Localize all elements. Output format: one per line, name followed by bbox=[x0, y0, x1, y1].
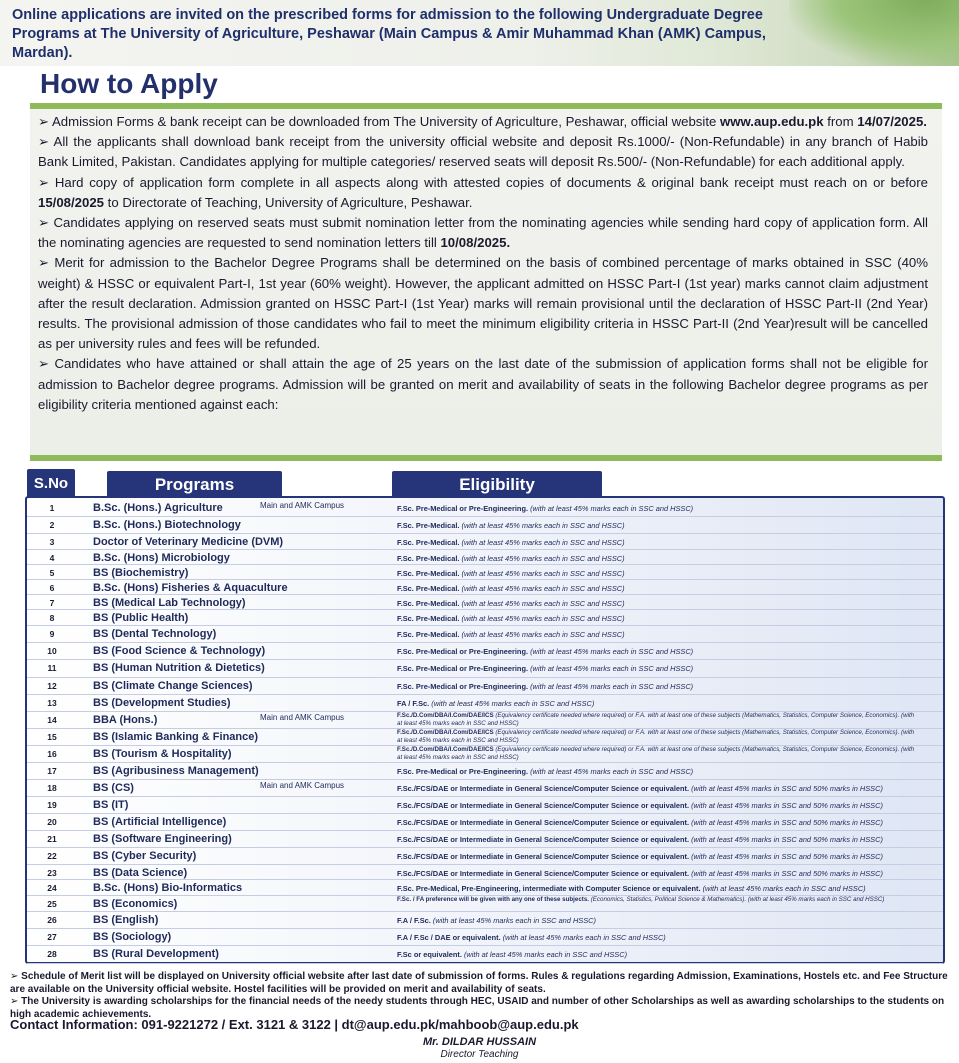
row-sno: 12 bbox=[47, 681, 57, 691]
row-eligibility: F.Sc. Pre-Medical or Pre-Engineering. (with at least 45% marks each in SSC and HSSC) bbox=[397, 664, 694, 673]
instruction-5: ➢ Merit for admission to the Bachelor Degree Programs shall be determined on the basis of combined percentage of marks obtained in SSC (40% weight) & HSSC or equivalent Part-I, 1st year (60% weight). However, the applicant admitted on HSSC Part-I (1st year) marks cannot claim adjustment after the result declaration. Admission granted on HSSC Part-I (1st Year) marks will remain provisional until the declaration of HSSC Part-II (2nd Year) results. The provisional admission of those candidates who fail to meet the minimum eligibility criteria in HSSC Part-II (2nd Year)result will be cancelled as per university rules and fees will be refunded. bbox=[38, 255, 928, 352]
table-row bbox=[27, 929, 943, 946]
instruction-3: ➢ Hard copy of application form complete in all aspects along with attested copies of documents & original bank receipt must reach on or before 15/08/2025 to Directorate of Teaching, University of Agriculture, Peshawar. bbox=[38, 174, 928, 210]
instruction-6: ➢ Candidates who have attained or shall attain the age of 25 years on the last date of the submission of application forms shall not be eligible for admission to Bachelor degree programs. Admission will be granted on merit and availability of seats in the following Bachelor degree programs as per eligibility criteria mentioned against each: bbox=[38, 356, 928, 412]
row-eligibility: F.Sc./D.Com/DBA/I.Com/DAE/ICS (Equivalency certificate needed where required) or F.A. with at least one of these subjects (Mathematics, Statistics, Computer Science, Economics). (with at least 45% marks each in SSC and HSSC) bbox=[397, 746, 915, 761]
row-eligibility: F.Sc. Pre-Medical. (with at least 45% marks each in SSC and HSSC) bbox=[397, 569, 625, 578]
row-sno: 17 bbox=[47, 766, 57, 776]
row-eligibility: F.Sc./D.Com/DBA/I.Com/DAE/ICS (Equivalency certificate needed where required) or F.A. with at least one of these subjects (Mathematics, Statistics, Computer Science, Economics). (with at least 45% marks each in SSC and HSSC) bbox=[397, 729, 915, 744]
row-sno: 4 bbox=[49, 553, 55, 563]
row-program: B.Sc. (Hons) Fisheries & Aquaculture bbox=[93, 582, 288, 594]
row-eligibility: F.Sc. Pre-Medical or Pre-Engineering. (with at least 45% marks each in SSC and HSSC) bbox=[397, 504, 694, 513]
row-sno: 21 bbox=[47, 834, 57, 844]
table-row bbox=[27, 712, 943, 729]
row-program: BS (Artificial Intelligence) bbox=[93, 816, 227, 828]
instruction-1: ➢ Admission Forms & bank receipt can be downloaded from The University of Agriculture, Peshawar, official website www.aup.edu.pk from 14/07/2025. bbox=[38, 114, 927, 129]
table-row bbox=[27, 746, 943, 763]
signer-title: Director Teaching bbox=[440, 1049, 519, 1060]
row-sno: 7 bbox=[49, 598, 55, 608]
row-sno: 11 bbox=[47, 663, 57, 673]
row-program: BS (CS) bbox=[93, 782, 134, 794]
table-row bbox=[27, 896, 943, 912]
website-link[interactable]: www.aup.edu.pk bbox=[720, 114, 824, 129]
row-sno: 1 bbox=[49, 503, 55, 513]
row-campus: Main and AMK Campus bbox=[260, 781, 345, 790]
header-banner bbox=[0, 0, 959, 66]
row-campus: Main and AMK Campus bbox=[260, 501, 345, 510]
row-eligibility: F.Sc. Pre-Medical. (with at least 45% marks each in SSC and HSSC) bbox=[397, 599, 625, 608]
page-title: How to Apply bbox=[40, 68, 218, 99]
instructions-box bbox=[30, 109, 942, 455]
row-program: BS (Economics) bbox=[93, 898, 178, 910]
table-row bbox=[27, 565, 943, 580]
row-program: B.Sc. (Hons) Microbiology bbox=[93, 552, 230, 564]
row-eligibility: F.Sc./FCS/DAE or Intermediate in General Science/Computer Science or equivalent. (with at least 45% marks in SSC and 50% marks in HSSC) bbox=[397, 818, 883, 827]
table-row bbox=[27, 550, 943, 565]
table-row bbox=[27, 780, 943, 797]
table-body bbox=[25, 496, 945, 964]
contact-info: Contact Information: 091-9221272 / Ext. 3121 & 3122 | dt@aup.edu.pk/mahboob@aup.edu.pk bbox=[10, 1017, 579, 1032]
row-eligibility: F.Sc. Pre-Medical. (with at least 45% marks each in SSC and HSSC) bbox=[397, 614, 625, 623]
instruction-4: ➢ Candidates applying on reserved seats must submit nomination letter from the nominating agencies while sending hard copy of application form. All the nominating agencies are requested to send nomination letters till 10/08/2025. bbox=[38, 215, 928, 251]
row-eligibility: F.Sc. Pre-Medical. (with at least 45% marks each in SSC and HSSC) bbox=[397, 554, 625, 563]
row-eligibility: F.Sc. Pre-Medical. (with at least 45% marks each in SSC and HSSC) bbox=[397, 584, 625, 593]
table-row bbox=[27, 729, 943, 746]
row-sno: 18 bbox=[47, 783, 57, 793]
row-program: BS (Public Health) bbox=[93, 612, 189, 624]
arrow-icon: ➢ bbox=[38, 174, 50, 190]
footer-notes bbox=[10, 971, 954, 1021]
table-row bbox=[27, 946, 943, 964]
row-eligibility: F.Sc. Pre-Medical or Pre-Engineering. (with at least 45% marks each in SSC and HSSC) bbox=[397, 647, 694, 656]
table-row bbox=[27, 678, 943, 695]
row-program: BS (Climate Change Sciences) bbox=[93, 680, 253, 692]
row-sno: 2 bbox=[49, 520, 55, 530]
row-program: BBA (Hons.) bbox=[93, 714, 158, 726]
arrow-icon: ➢ bbox=[38, 134, 50, 150]
row-eligibility: F.Sc./FCS/DAE or Intermediate in General Science/Computer Science or equivalent. (with at least 45% marks in SSC and 50% marks in HSSC) bbox=[397, 801, 883, 810]
row-campus: Main and AMK Campus bbox=[260, 713, 345, 722]
signer-name: Mr. DILDAR HUSSAIN bbox=[422, 1036, 537, 1048]
row-sno: 16 bbox=[47, 749, 57, 759]
arrow-icon: ➢ bbox=[38, 356, 50, 372]
row-program: BS (Data Science) bbox=[93, 867, 188, 879]
row-sno: 5 bbox=[49, 568, 55, 578]
row-program: B.Sc. (Hons.) Agriculture bbox=[93, 502, 223, 514]
row-eligibility: F.Sc./D.Com/DBA/I.Com/DAE/ICS (Equivalency certificate needed where required) or F.A. with at least one of these subjects (Mathematics, Statistics, Computer Science, Economics). (with at least 45% marks each in SSC and HSSC) bbox=[397, 712, 915, 727]
row-eligibility: F.Sc. Pre-Medical. (with at least 45% marks each in SSC and HSSC) bbox=[397, 521, 625, 530]
row-sno: 10 bbox=[47, 646, 57, 656]
row-eligibility: F.Sc. Pre-Medical, Pre-Engineering, intermediate with Computer Science or equivalent. (with at least 45% marks each in SSC and HSSC) bbox=[397, 884, 866, 893]
table-row bbox=[27, 848, 943, 865]
row-sno: 26 bbox=[47, 915, 57, 925]
row-eligibility: F.Sc. Pre-Medical or Pre-Engineering. (with at least 45% marks each in SSC and HSSC) bbox=[397, 767, 694, 776]
row-sno: 14 bbox=[47, 715, 57, 725]
row-program: B.Sc. (Hons.) Biotechnology bbox=[93, 519, 241, 531]
instruction-2: ➢ All the applicants shall download bank receipt from the university official website and deposit Rs.1000/- (Non-Refundable) in any branch of Habib Bank Limited, Pakistan. Candidates applying for multiple categories/ reserved seats will deposit Rs.500/- (Non-Refundable) for each additional apply. bbox=[38, 134, 928, 170]
row-program: BS (IT) bbox=[93, 799, 129, 811]
row-eligibility: F.Sc./FCS/DAE or Intermediate in General Science/Computer Science or equivalent. (with at least 45% marks in SSC and 50% marks in HSSC) bbox=[397, 869, 883, 878]
row-sno: 6 bbox=[49, 583, 55, 593]
table-row bbox=[27, 763, 943, 780]
row-sno: 25 bbox=[47, 899, 57, 909]
row-program: Doctor of Veterinary Medicine (DVM) bbox=[93, 536, 284, 548]
table-row bbox=[27, 880, 943, 896]
row-sno: 19 bbox=[47, 800, 57, 810]
row-program: BS (Food Science & Technology) bbox=[93, 645, 266, 657]
row-eligibility: F.Sc or equivalent. (with at least 45% marks each in SSC and HSSC) bbox=[397, 950, 628, 959]
row-sno: 28 bbox=[47, 949, 57, 959]
row-eligibility: F.Sc. Pre-Medical or Pre-Engineering. (with at least 45% marks each in SSC and HSSC) bbox=[397, 682, 694, 691]
row-sno: 22 bbox=[47, 851, 57, 861]
header-eligibility: Eligibility bbox=[392, 471, 602, 498]
row-eligibility: F.Sc. Pre-Medical. (with at least 45% marks each in SSC and HSSC) bbox=[397, 538, 625, 547]
table-row bbox=[27, 500, 943, 517]
row-sno: 3 bbox=[49, 537, 55, 547]
table-row bbox=[27, 595, 943, 610]
header-programs: Programs bbox=[107, 471, 282, 498]
row-sno: 27 bbox=[47, 932, 57, 942]
table-row bbox=[27, 610, 943, 626]
table-row bbox=[27, 814, 943, 831]
row-eligibility: F.Sc./FCS/DAE or Intermediate in General Science/Computer Science or equivalent. (with at least 45% marks in SSC and 50% marks in HSSC) bbox=[397, 852, 883, 861]
header-sno: S.No bbox=[27, 469, 75, 498]
arrow-icon: ➢ bbox=[38, 255, 50, 271]
row-program: BS (Software Engineering) bbox=[93, 833, 232, 845]
row-sno: 13 bbox=[47, 698, 57, 708]
table-row bbox=[27, 580, 943, 595]
footer-note-1: ➢ Schedule of Merit list will be displayed on University official website after last date of submission of forms. Rules & regulations regarding Admission, Examinations, Hostels etc. and Fee Structure are available on the University official website. Hostel facilities will be provided on merit and availability of seats. bbox=[10, 971, 948, 995]
row-sno: 8 bbox=[49, 613, 55, 623]
divider-bottom bbox=[30, 455, 942, 461]
row-program: BS (Medical Lab Technology) bbox=[93, 597, 246, 609]
table-row bbox=[27, 797, 943, 814]
footer-note-2: ➢ The University is awarding scholarships for the financial needs of the needy students through HEC, USAID and number of other Scholarships as well as awarding scholarships to the students on high academic achievements. bbox=[10, 996, 945, 1020]
row-sno: 15 bbox=[47, 732, 57, 742]
intro-text: Online applications are invited on the prescribed forms for admission to the following Undergraduate Degree Programs at The University of Agriculture, Peshawar (Main Campus & Amir Muhammad Khan (AMK) Campus, Mardan). bbox=[12, 7, 766, 61]
row-eligibility: F.Sc. / FA preference will be given with any one of these subjects. (Economics, Statistics, Political Science & Mathematics). (with at least 45% marks each in SSC and HSSC) bbox=[397, 896, 885, 903]
row-sno: 23 bbox=[47, 868, 57, 878]
table-row bbox=[27, 643, 943, 660]
row-program: B.Sc. (Hons) Bio-Informatics bbox=[93, 882, 243, 894]
row-program: BS (Agribusiness Management) bbox=[93, 765, 259, 777]
row-eligibility: FA / F.Sc. (with at least 45% marks each in SSC and HSSC) bbox=[397, 699, 595, 708]
landscape-decoration bbox=[789, 0, 959, 66]
row-program: BS (Development Studies) bbox=[93, 697, 231, 709]
table-row bbox=[27, 534, 943, 550]
row-sno: 9 bbox=[49, 629, 55, 639]
row-program: BS (English) bbox=[93, 914, 159, 926]
row-sno: 20 bbox=[47, 817, 57, 827]
row-eligibility: F.Sc. Pre-Medical. (with at least 45% marks each in SSC and HSSC) bbox=[397, 630, 625, 639]
row-program: BS (Sociology) bbox=[93, 931, 172, 943]
programs-table bbox=[25, 467, 945, 967]
row-program: BS (Tourism & Hospitality) bbox=[93, 748, 232, 760]
row-program: BS (Cyber Security) bbox=[93, 850, 197, 862]
row-program: BS (Rural Development) bbox=[93, 948, 219, 960]
table-row bbox=[27, 626, 943, 643]
row-eligibility: F.Sc./FCS/DAE or Intermediate in General Science/Computer Science or equivalent. (with at least 45% marks in SSC and 50% marks in HSSC) bbox=[397, 835, 883, 844]
row-program: BS (Biochemistry) bbox=[93, 567, 189, 579]
table-row bbox=[27, 517, 943, 534]
row-program: BS (Dental Technology) bbox=[93, 628, 217, 640]
row-eligibility: F.Sc./FCS/DAE or Intermediate in General Science/Computer Science or equivalent. (with at least 45% marks in SSC and 50% marks in HSSC) bbox=[397, 784, 883, 793]
row-program: BS (Islamic Banking & Finance) bbox=[93, 731, 259, 743]
table-row bbox=[27, 865, 943, 880]
table-row bbox=[27, 912, 943, 929]
table-row bbox=[27, 695, 943, 712]
row-eligibility: F.A / F.Sc. (with at least 45% marks each in SSC and HSSC) bbox=[397, 916, 596, 925]
table-row bbox=[27, 831, 943, 848]
arrow-icon: ➢ bbox=[38, 114, 50, 129]
table-row bbox=[27, 660, 943, 678]
row-sno: 24 bbox=[47, 883, 57, 893]
row-program: BS (Human Nutrition & Dietetics) bbox=[93, 662, 265, 674]
arrow-icon: ➢ bbox=[38, 215, 50, 231]
row-eligibility: F.A / F.Sc / DAE or equivalent. (with at least 45% marks each in SSC and HSSC) bbox=[397, 933, 666, 942]
